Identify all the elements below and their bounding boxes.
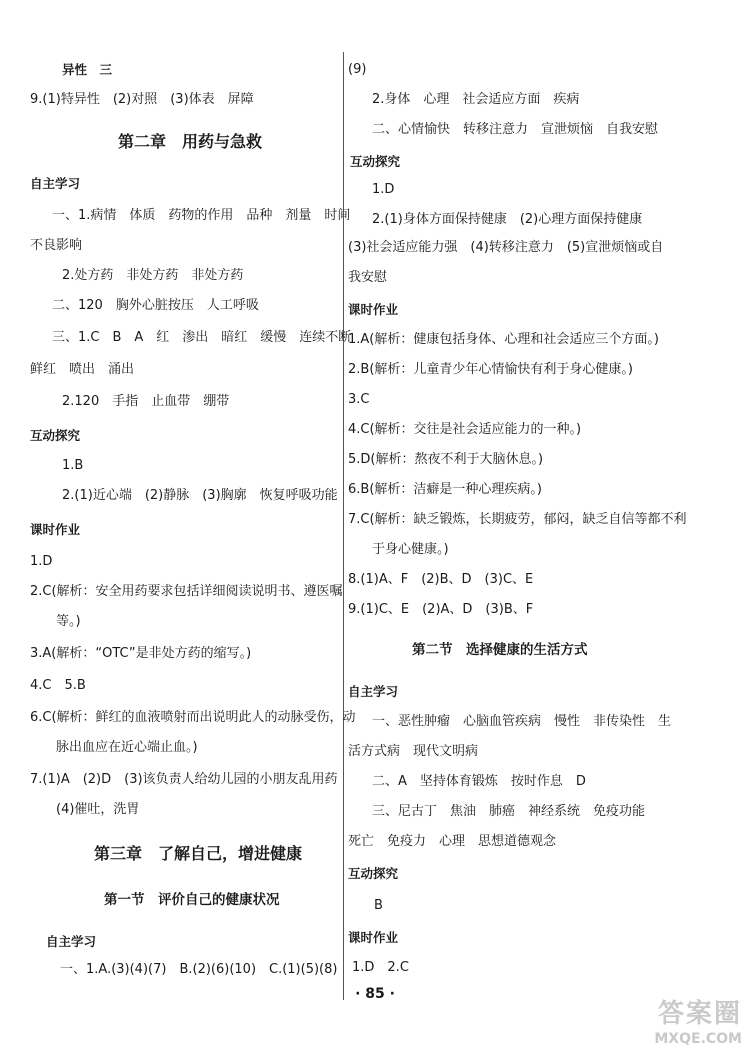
right-heading-homework-2: 课时作业 bbox=[348, 930, 399, 945]
right-heading-interactive-2: 互动探究 bbox=[348, 866, 399, 881]
right-line-02: 2.身体 心理 社会适应方面 疾病 bbox=[372, 92, 580, 107]
right-line-08: 1.A(解析：健康包括身体、心理和社会适应三个方面。) bbox=[348, 332, 659, 347]
right-line-22: 死亡 免疫力 心理 思想道德观念 bbox=[348, 834, 557, 849]
right-line-15: 于身心健康。) bbox=[372, 542, 449, 557]
right-line-23: B bbox=[374, 898, 383, 913]
watermark-url: MXQE.COM bbox=[654, 1031, 742, 1047]
right-line-10: 3.C bbox=[348, 392, 370, 407]
left-line-10: 1.B bbox=[62, 458, 84, 473]
right-line-17: 9.(1)C、E (2)A、D (3)B、F bbox=[348, 602, 534, 617]
left-line-08: 鲜红 喷出 涌出 bbox=[30, 362, 135, 377]
right-line-13: 6.B(解析：洁癖是一种心理疾病。) bbox=[348, 482, 542, 497]
left-line-12: 1.D bbox=[30, 554, 53, 569]
right-heading-homework: 课时作业 bbox=[348, 302, 399, 317]
left-line-11: 2.(1)近心端 (2)静脉 (3)胸廓 恢复呼吸功能 bbox=[62, 488, 338, 503]
column-divider bbox=[343, 52, 344, 1000]
right-line-20: 二、A 坚持体育锻炼 按时作息 D bbox=[372, 774, 586, 789]
page-number: · 85 · bbox=[355, 986, 395, 1002]
left-heading-self-study-2: 自主学习 bbox=[46, 934, 97, 949]
left-line-06: 二、120 胸外心脏按压 人工呼吸 bbox=[52, 298, 259, 313]
right-line-18: 一、恶性肿瘤 心脑血管疾病 慢性 非传染性 生 bbox=[372, 714, 672, 729]
left-heading-homework: 课时作业 bbox=[30, 522, 81, 537]
left-line-15: 3.A(解析：“OTC”是非处方药的缩写。) bbox=[30, 646, 252, 661]
right-line-19: 活方式病 现代文明病 bbox=[348, 744, 479, 759]
left-heading-interactive: 互动探究 bbox=[30, 428, 81, 443]
left-line-02: 9.(1)特异性 (2)对照 (3)体表 屏障 bbox=[30, 92, 254, 107]
left-line-18: 脉出血应在近心端止血。) bbox=[56, 740, 198, 755]
watermark bbox=[602, 998, 742, 1054]
section-2-title: 第二节 选择健康的生活方式 bbox=[412, 642, 588, 658]
right-line-01: (9) bbox=[348, 62, 367, 77]
left-line-17: 6.C(解析：鲜红的血液喷射而出说明此人的动脉受伤，动 bbox=[30, 710, 356, 725]
section-1-title: 第一节 评价自己的健康状况 bbox=[104, 892, 280, 908]
right-heading-interactive: 互动探究 bbox=[350, 154, 401, 169]
chapter-2-title: 第二章 用药与急救 bbox=[118, 132, 263, 151]
left-line-09: 2.120 手指 止血带 绷带 bbox=[62, 394, 230, 409]
left-line-13: 2.C(解析：安全用药要求包括详细阅读说明书、遵医嘱 bbox=[30, 584, 343, 599]
left-line-16: 4.C 5.B bbox=[30, 678, 86, 693]
left-line-07: 三、1.C B A 红 渗出 暗红 缓慢 连续不断 bbox=[52, 330, 352, 345]
right-heading-self-study: 自主学习 bbox=[348, 684, 399, 699]
right-line-09: 2.B(解析：儿童青少年心情愉快有利于身心健康。) bbox=[348, 362, 633, 377]
right-line-12: 5.D(解析：熬夜不利于大脑休息。) bbox=[348, 452, 544, 467]
left-line-14: 等。) bbox=[56, 614, 81, 629]
left-heading-self-study: 自主学习 bbox=[30, 176, 81, 191]
right-line-04: 1.D bbox=[372, 182, 395, 197]
right-line-05: 2.(1)身体方面保持健康 (2)心理方面保持健康 bbox=[372, 212, 643, 227]
right-line-14: 7.C(解析：缺乏锻炼，长期疲劳，郁闷，缺乏自信等都不利 bbox=[348, 512, 687, 527]
right-line-03: 二、心情愉快 转移注意力 宣泄烦恼 自我安慰 bbox=[372, 122, 659, 137]
right-line-07: 我安慰 bbox=[348, 270, 388, 285]
left-line-01: 异性 三 bbox=[62, 62, 113, 77]
right-line-11: 4.C(解析：交往是社会适应能力的一种。) bbox=[348, 422, 582, 437]
left-line-03: 一、1.病情 体质 药物的作用 品种 剂量 时间 bbox=[52, 208, 351, 223]
right-line-21: 三、尼古丁 焦油 肺癌 神经系统 免疫功能 bbox=[372, 804, 646, 819]
watermark-logo: 答案圈 bbox=[657, 999, 742, 1029]
right-line-06: (3)社会适应能力强 (4)转移注意力 (5)宣泄烦恼或自 bbox=[348, 240, 664, 255]
chapter-3-title: 第三章 了解自己，增进健康 bbox=[94, 844, 303, 863]
left-line-21: 一、1.A.(3)(4)(7) B.(2)(6)(10) C.(1)(5)(8) bbox=[60, 962, 338, 977]
left-line-04: 不良影响 bbox=[30, 238, 83, 253]
right-line-16: 8.(1)A、F (2)B、D (3)C、E bbox=[348, 572, 534, 587]
left-line-20: (4)催吐，洗胃 bbox=[56, 802, 140, 817]
left-line-05: 2.处方药 非处方药 非处方药 bbox=[62, 268, 244, 283]
right-line-24: 1.D 2.C bbox=[352, 960, 409, 975]
left-line-19: 7.(1)A (2)D (3)该负责人给幼儿园的小朋友乱用药 bbox=[30, 772, 338, 787]
